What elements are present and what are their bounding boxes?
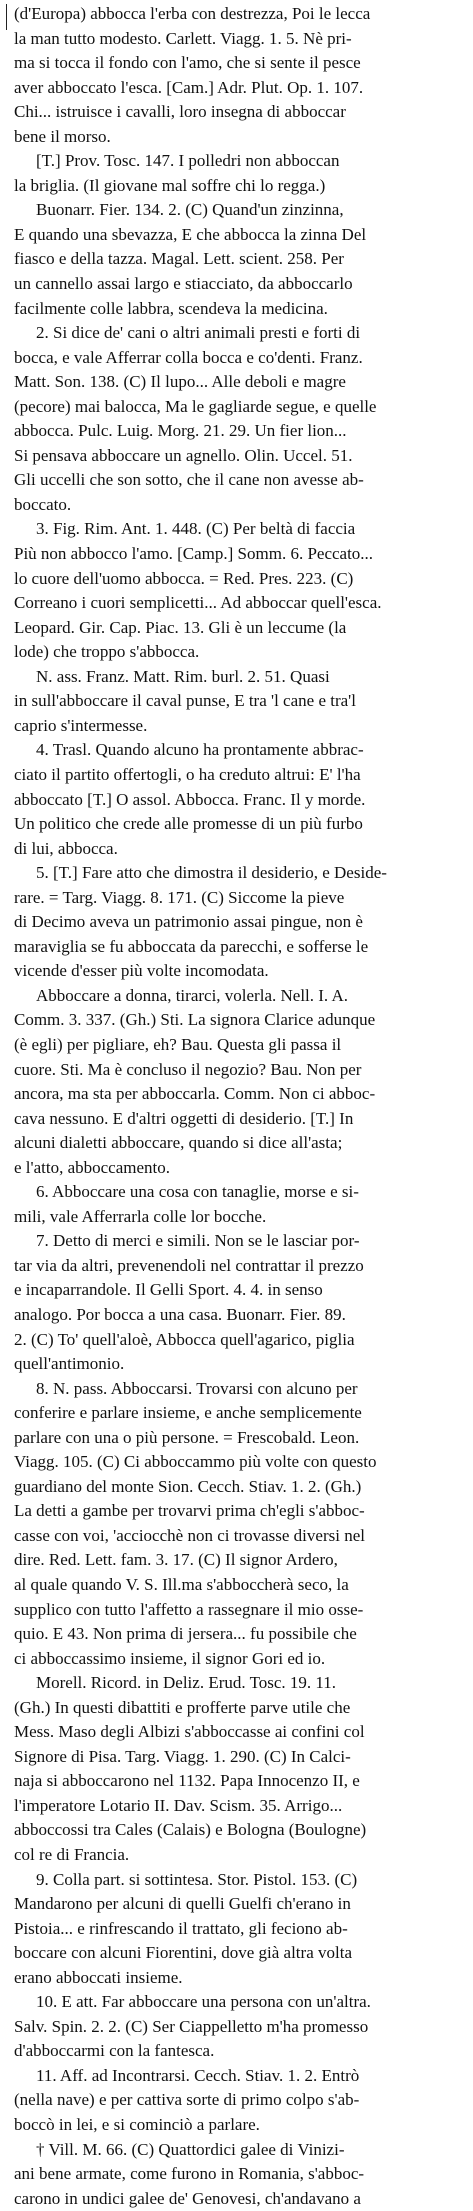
text-line: (Gh.) In questi dibattiti e profferte parve utile che bbox=[14, 1697, 351, 1717]
text-line: l'imperatore Lotario II. Dav. Scism. 35. Arrigo... bbox=[14, 1795, 343, 1815]
text-line: al quale quando V. S. Ill.ma s'abboccherà seco, la bbox=[14, 1575, 349, 1594]
text-line: quell'antimonio. bbox=[14, 1354, 125, 1374]
text-line: Chi... istruisce i cavalli, loro insegna di abboccar bbox=[14, 102, 346, 122]
text-line: 7. Detto di merci e simili. Non se le lasciar por- bbox=[36, 1231, 360, 1251]
text-line: di Decimo aveva un patrimonio assai pingue, non è bbox=[14, 912, 363, 932]
text-line: col re di Francia. bbox=[14, 1845, 130, 1865]
text-line: 2. (C) To' quell'aloè, Abbocca quell'agarico, piglia bbox=[14, 1329, 355, 1349]
text-line: Un politico che crede alle promesse di un più furbo bbox=[14, 814, 363, 834]
text-line: Gli uccelli che son sotto, che il cane non avesse ab- bbox=[14, 470, 364, 490]
text-line: parlare con una o più persone. = Frescobald. Leon. bbox=[14, 1427, 360, 1447]
text-line: maraviglia se fu abboccata da parecchi, e sofferse le bbox=[14, 936, 369, 956]
text-line: caprio s'intermesse. bbox=[14, 715, 148, 735]
text-line: 11. Aff. ad Incontrarsi. Cecch. Stiav. 1. 2. Entrò bbox=[36, 2065, 360, 2085]
text-line: analogo. Por bocca a una casa. Buonarr. Fier. 89. bbox=[14, 1304, 346, 1324]
text-line: lo cuore dell'uomo abbocca. = Red. Pres. 223. (C) bbox=[14, 568, 354, 588]
text-line: [T.] Prov. Tosc. 147. I polledri non abboccan bbox=[36, 151, 340, 171]
entry-text-column bbox=[14, 2, 461, 2211]
text-line: Morell. Ricord. in Deliz. Erud. Tosc. 19. 11. bbox=[36, 1673, 337, 1693]
text-line: ma si tocca il fondo con l'amo, che si sente il pesce bbox=[14, 53, 361, 73]
text-line: 8. N. pass. Abboccarsi. Trovarsi con alcuno per bbox=[36, 1378, 358, 1398]
text-line: bocca, e vale Afferrar colla bocca e co'denti. Franz. bbox=[14, 347, 363, 367]
text-line: mili, vale Afferrarla colle lor bocche. bbox=[14, 1206, 267, 1226]
text-line: abboccossi tra Cales (Calais) e Bologna (Boulogne) bbox=[14, 1820, 367, 1840]
text-line: d'abboccarmi con la fantesca. bbox=[14, 2041, 215, 2061]
text-line: carono in undici galee de' Genovesi, ch'andavano a bbox=[14, 2188, 361, 2208]
text-line: (pecore) mai balocca, Ma le gagliarde segue, e quelle bbox=[14, 396, 377, 416]
text-line: ancora, ma sta per abboccarla. Comm. Non ci abboc- bbox=[14, 1084, 376, 1104]
text-line: Leopard. Gir. Cap. Piac. 13. Gli è un leccume (la bbox=[14, 617, 347, 637]
text-line: 9. Colla part. si sottintesa. Stor. Pistol. 153. (C) bbox=[36, 1869, 358, 1889]
text-line: Correano i cuori semplicetti... Ad abboccar quell'esca. bbox=[14, 593, 382, 613]
text-line: 5. [T.] Fare atto che dimostra il desiderio, e Deside- bbox=[36, 863, 387, 883]
text-line: Abboccare a donna, tirarci, volerla. Nell. I. A. bbox=[36, 985, 349, 1005]
text-line: casse con voi, 'acciocchè non ci trovasse diversi nel bbox=[14, 1525, 365, 1545]
text-line: lode) che troppo s'abbocca. bbox=[14, 642, 200, 662]
text-line: ci abboccassimo insieme, il signor Gori ed io. bbox=[14, 1648, 326, 1668]
text-line: facilmente colle labbra, scendeva la medicina. bbox=[14, 298, 328, 318]
text-line: abbocca. Pulc. Luig. Morg. 21. 29. Un fier lion... bbox=[14, 421, 347, 441]
text-line: fiasco e della tazza. Magal. Lett. scient. 258. Per bbox=[14, 249, 344, 269]
text-line: La detti a gambe per trovarvi prima ch'egli s'abboc- bbox=[14, 1501, 365, 1521]
text-line: e incaparrandole. Il Gelli Sport. 4. 4. in senso bbox=[14, 1280, 323, 1300]
text-line: tar via da altri, prevenendoli nel contrattar il prezzo bbox=[14, 1255, 364, 1275]
text-line: e l'atto, abboccamento. bbox=[14, 1157, 170, 1177]
text-line: Mandarono per alcuni di quelli Guelfi ch'erano in bbox=[14, 1894, 351, 1914]
text-line: (nella nave) e per cattiva sorte di primo colpo s'ab- bbox=[14, 2090, 360, 2110]
text-line: Signore di Pisa. Targ. Viagg. 1. 290. (C) In Calci- bbox=[14, 1746, 351, 1766]
text-line: aver abboccato l'esca. [Cam.] Adr. Plut. Op. 1. 107. bbox=[14, 77, 364, 97]
text-line: † Vill. M. 66. (C) Quattordici galee di Vinizi- bbox=[36, 2139, 345, 2159]
text-line: Buonarr. Fier. 134. 2. (C) Quand'un zinzinna, bbox=[36, 200, 344, 220]
text-line: abboccato [T.] O assol. Abbocca. Franc. Il y morde. bbox=[14, 789, 366, 809]
text-line: rare. = Targ. Viagg. 8. 171. (C) Siccome la pieve bbox=[14, 887, 345, 907]
text-line: 4. Trasl. Quando alcuno ha prontamente abbrac- bbox=[36, 740, 364, 760]
text-line: Comm. 3. 337. (Gh.) Sti. La signora Clarice adunque bbox=[14, 1010, 376, 1030]
text-line: (d'Europa) abbocca l'erba con destrezza, Poi le lecca bbox=[14, 4, 371, 23]
text-line: la briglia. (Il giovane mal soffre chi lo regga.) bbox=[14, 175, 326, 195]
text-line: quio. E 43. Non prima di jersera... fu possibile che bbox=[14, 1624, 357, 1644]
text-line: cuore. Sti. Ma è concluso il negozio? Bau. Non per bbox=[14, 1059, 362, 1079]
text-line: Si pensava abboccare un agnello. Olin. Uccel. 51. bbox=[14, 445, 353, 465]
text-line: guardiano del monte Sion. Cecch. Stiav. 1. 2. (Gh.) bbox=[14, 1476, 362, 1496]
text-line: 6. Abboccare una cosa con tanaglie, morse e si- bbox=[36, 1182, 359, 1202]
text-line: la man tutto modesto. Carlett. Viagg. 1. 5. Nè pri- bbox=[14, 28, 352, 48]
text-line: supplico con tutto l'affetto a rassegnare il mio osse- bbox=[14, 1599, 364, 1619]
text-line: (è egli) per pigliare, eh? Bau. Questa gli passa il bbox=[14, 1034, 342, 1054]
text-line: N. ass. Franz. Matt. Rim. burl. 2. 51. Quasi bbox=[36, 666, 330, 686]
text-line: Salv. Spin. 2. 2. (C) Ser Ciappelletto m'ha promesso bbox=[14, 2016, 369, 2036]
text-line: boccato. bbox=[14, 494, 72, 514]
text-line: conferire e parlare insieme, e anche semplicemente bbox=[14, 1403, 362, 1423]
text-line: dire. Red. Lett. fam. 3. 17. (C) Il signor Ardero, bbox=[14, 1550, 338, 1570]
text-line: 3. Fig. Rim. Ant. 1. 448. (C) Per beltà di faccia bbox=[36, 519, 356, 539]
text-line: erano abboccati insieme. bbox=[14, 1967, 183, 1987]
text-line: 10. E att. Far abboccare una persona con un'altra. bbox=[36, 1992, 371, 2012]
text-line: boccò in lei, e si cominciò a parlare. bbox=[14, 2115, 260, 2135]
text-line: naja si abboccarono nel 1132. Papa Innocenzo II, e bbox=[14, 1771, 360, 1791]
text-line: bene il morso. bbox=[14, 126, 111, 146]
text-line: in sull'abboccare il caval punse, E tra 'l cane e tra'l bbox=[14, 691, 356, 711]
text-line: 2. Si dice de' cani o altri animali presti e forti di bbox=[36, 323, 361, 343]
text-line: un cannello assai largo e stiacciato, da abboccarlo bbox=[14, 274, 353, 294]
margin-rule bbox=[6, 4, 7, 30]
text-line: Più non abbocco l'amo. [Camp.] Somm. 6. Peccato... bbox=[14, 544, 374, 564]
text-line: cava nessuno. E d'altri oggetti di desiderio. [T.] In bbox=[14, 1108, 354, 1128]
text-line: alcuni dialetti abboccare, quando si dice all'asta; bbox=[14, 1133, 343, 1153]
text-line: Mess. Maso degli Albizi s'abboccasse ai confini col bbox=[14, 1722, 365, 1742]
text-line: ciato il partito offertogli, o ha creduto altrui: E' l'ha bbox=[14, 764, 361, 784]
text-line: di lui, abbocca. bbox=[14, 838, 118, 858]
text-line: boccare con alcuni Fiorentini, dove già altra volta bbox=[14, 1943, 352, 1963]
text-line: E quando una sbevazza, E che abbocca la zinna Del bbox=[14, 224, 367, 244]
text-line: Pistoia... e rinfrescando il trattato, gli feciono ab- bbox=[14, 1918, 348, 1938]
text-line: Viagg. 105. (C) Ci abboccammo più volte con questo bbox=[14, 1452, 377, 1472]
text-line: Matt. Son. 138. (C) Il lupo... Alle deboli e magre bbox=[14, 372, 346, 392]
text-line: ani bene armate, come furono in Romania, s'abboc- bbox=[14, 2164, 365, 2184]
text-line: vicende d'esser più volte incomodata. bbox=[14, 961, 269, 981]
